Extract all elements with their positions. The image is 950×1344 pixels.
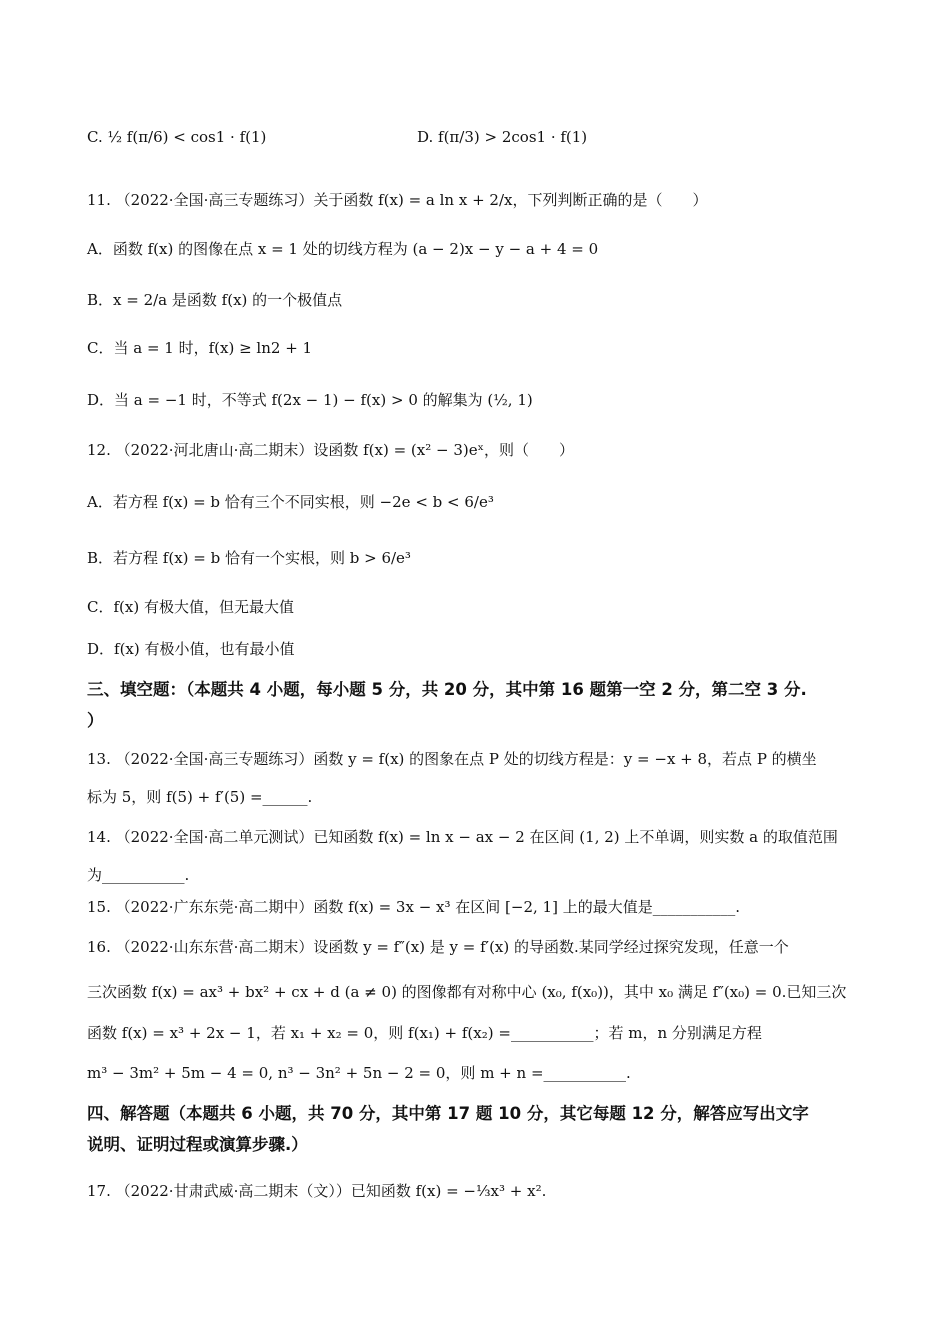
q12-option-d: D．f(x) 有极小值，也有最小值 xyxy=(87,640,295,658)
q12-option-a: A．若方程 f(x) = b 恰有三个不同实根，则 −2e < b < 6/e³ xyxy=(87,493,494,511)
q12-option-b: B．若方程 f(x) = b 恰有一个实根，则 b > 6/e³ xyxy=(87,549,411,567)
q11-option-a: A．函数 f(x) 的图像在点 x = 1 处的切线方程为 (a − 2)x − y − a + 4 = 0 xyxy=(87,240,599,258)
q12-option-c: C．f(x) 有极大值，但无最大值 xyxy=(87,598,294,616)
section3-heading-cont: ） xyxy=(87,711,104,730)
q16-line2: 三次函数 f(x) = ax³ + bx² + cx + d (a ≠ 0) 的图像都有对称中心 (x₀, f(x₀))，其中 x₀ 满足 f″(x₀) = 0.已知三次 xyxy=(87,983,847,1001)
q15-line1: 15. （2022·广东东莞·高二期中）函数 f(x) = 3x − x³ 在区间 [−2, 1] 上的最大值是___________. xyxy=(87,898,740,916)
q14-line2: 为___________. xyxy=(87,866,190,884)
q11-option-b: B．x = 2/a 是函数 f(x) 的一个极值点 xyxy=(87,291,343,309)
q12-stem: 12. （2022·河北唐山·高二期末）设函数 f(x) = (x² − 3)eˣ，则（ ） xyxy=(87,441,574,459)
q11-stem: 11. （2022·全国·高三专题练习）关于函数 f(x) = a ln x + 2/x，下列判断正确的是（ ） xyxy=(87,191,708,209)
q17-stem: 17. （2022·甘肃武威·高二期末（文））已知函数 f(x) = −⅓x³ + x². xyxy=(87,1182,547,1200)
q16-line4: m³ − 3m² + 5m − 4 = 0, n³ − 3n² + 5n − 2 = 0，则 m + n =___________. xyxy=(87,1064,631,1082)
q16-line1: 16. （2022·山东东营·高二期末）设函数 y = f″(x) 是 y = f′(x) 的导函数.某同学经过探究发现，任意一个 xyxy=(87,938,789,956)
section4-heading-cont: 说明、证明过程或演算步骤.） xyxy=(87,1135,308,1154)
q14-line1: 14. （2022·全国·高二单元测试）已知函数 f(x) = ln x − ax − 2 在区间 (1, 2) 上不单调，则实数 a 的取值范围 xyxy=(87,828,838,846)
q13-line2: 标为 5，则 f(5) + f′(5) =______. xyxy=(87,788,313,806)
section4-heading: 四、解答题（本题共 6 小题，共 70 分，其中第 17 题 10 分，其它每题 12 分，解答应写出文字 xyxy=(87,1104,809,1123)
q10-option-d: D. f(π/3) > 2cos1 · f(1) xyxy=(417,128,588,146)
q11-option-c: C．当 a = 1 时，f(x) ≥ ln2 + 1 xyxy=(87,339,313,357)
q16-line3: 函数 f(x) = x³ + 2x − 1，若 x₁ + x₂ = 0，则 f(x₁) + f(x₂) =___________；若 m，n 分别满足方程 xyxy=(87,1024,762,1042)
section3-heading: 三、填空题：（本题共 4 小题，每小题 5 分，共 20 分，其中第 16 题第一空 2 分，第二空 3 分. xyxy=(87,680,807,699)
q11-option-d: D．当 a = −1 时，不等式 f(2x − 1) − f(x) > 0 的解集为 (½, 1) xyxy=(87,391,533,409)
q13-line1: 13. （2022·全国·高三专题练习）函数 y = f(x) 的图象在点 P 处的切线方程是：y = −x + 8，若点 P 的横坐 xyxy=(87,750,817,768)
q10-option-c: C. ½ f(π/6) < cos1 · f(1) xyxy=(87,128,267,146)
